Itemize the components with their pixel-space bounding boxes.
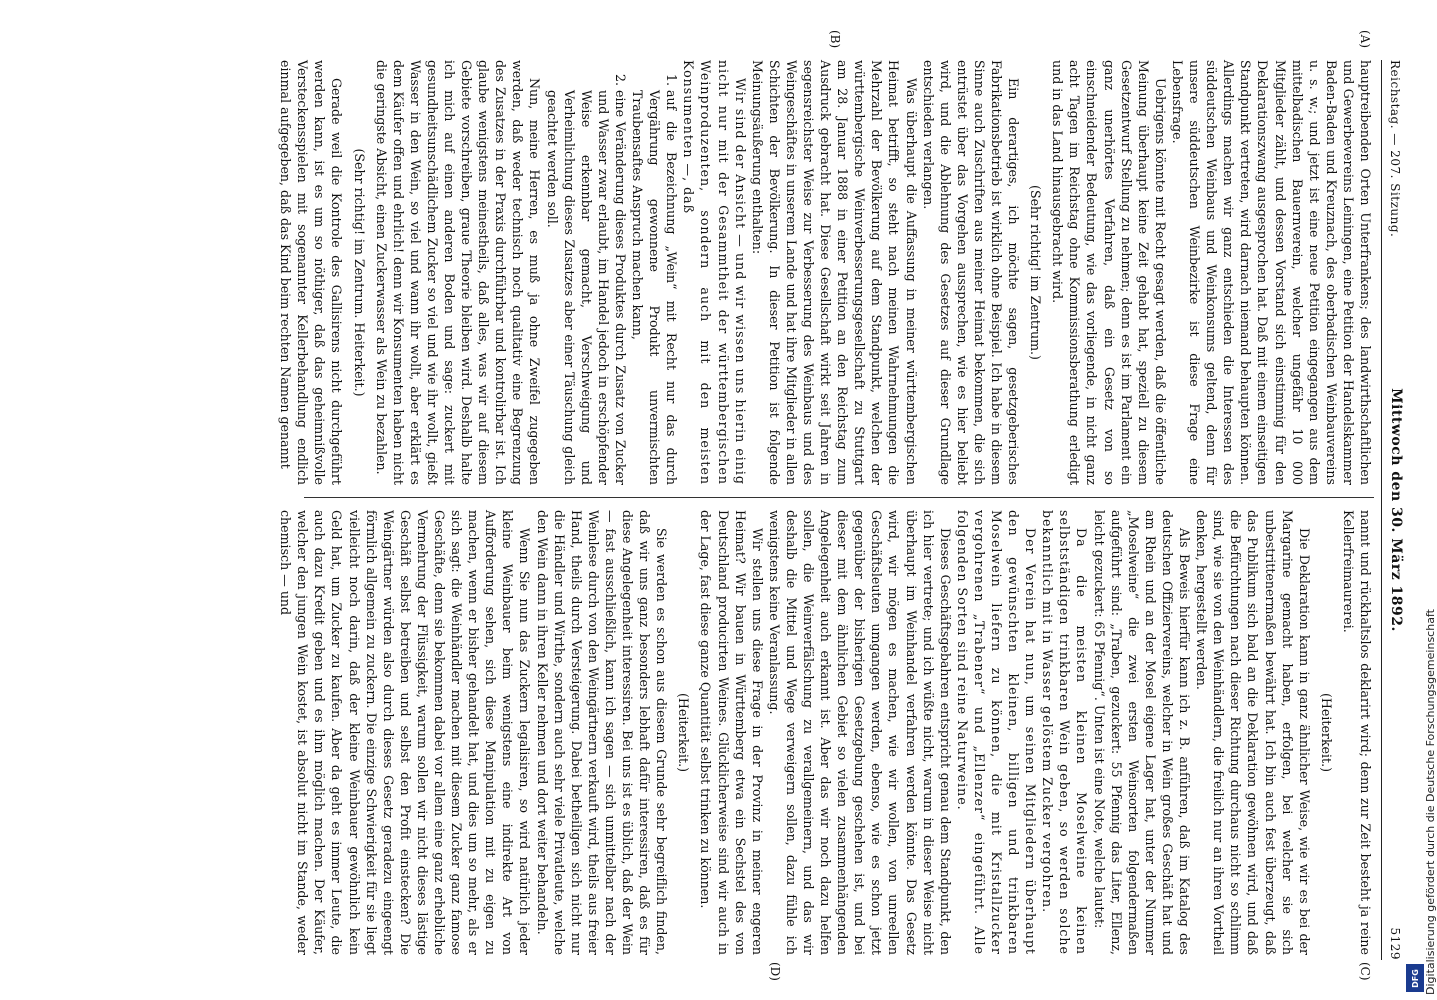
paragraph: Dieses Geschäftsgebahren entspricht genau dem Standpunkt, den ich hier vertrete; und ich wüßte nicht, warum in dieser Weise nicht überhaupt im Weinhandel verfahren werden könnte. Das Gesetz wird, wir mögen es machen, wie wir wollen, von unreellen Geschäftsleuten umgangen werden, ebenso, wie es schon jetzt gegenüber der bisherigen Gesetzgebung geschehen ist, und bei dieser mit dem ähnlichen Gebiet so vielen zusammenhängenden Angelegenheit auch erkannt ist. Aber das wir noch dazu helfen sollen, die Weinverfälschung zu verallgemeinern, und das wir deshalb die Mittel und Wege verweigern sollen, dazu fühle ich wenigstens keine Veranlassung. [766, 510, 953, 955]
right-column [277, 510, 1374, 955]
paragraph: Uebrigens könnte mit Recht gesagt werden, daß die öffentliche Meinung überhaupt keine Zeit gehabt hat, speziell zu diesem Gesetzentwurf Stellung zu nehmen; denn es ist im Parlament ein ganz unerhörtes Verfahren, daß ein Gesetz von so einschneidender Bedeutung, wie das vorliegende, in nicht ganz acht Tagen im Reichstag ohne Kommissionsberathung erledigt und in das Land hinausgebracht wird. [1050, 60, 1168, 485]
page-header [1380, 60, 1404, 960]
margin-mark-b: (B) [828, 30, 842, 49]
left-column [277, 60, 1374, 485]
interjection: (Sehr richtig! im Zentrum.) [1028, 185, 1044, 360]
paragraph: Gerade weil die Kontrole des Gallisirens nicht durchgeführt werden kann, ist es um so nöthiger, daß das geheimnißvolle Versteckensspielen mit sogenannter Kellerbehandlung endlich einmal aufgegeben, daß das Kind beim rechten Namen genannt [278, 60, 345, 485]
margin-mark-a: (A) [1358, 30, 1372, 49]
paragraph: Sie werden es schon aus diesem Grunde sehr begreiflich finden, daß wir uns ganz besonders lebhaft dafür interessiren, daß es für diese Angelegenheit interessiren. Bei uns ist es üblich, daß der Wein — fast ausschließlich, kann ich sagen — sich unmittelbar nach der Weinlese durch von den Weingärtnern verkauft wird, theils aus freier Hand, theils durch Versteigerung. Dabei betheiligen sich nicht nur die Händler und Wirthe, sondern auch sehr viele Privatleute, welche den Wein dann in ihren Keller nehmen und dort weiter behandeln. [534, 510, 670, 955]
quote-paragraph: Wir sind der Ansicht — und wir wissen uns hierin einig nicht nur mit der Gesammtheit der württembergischen Weinproduzenten, sondern auch mit den meisten Konsumenten —, daß [681, 60, 748, 485]
digitization-note-text: Digitalisierung gefördert durch die Deutsche Forschungsgemeinschaft [1424, 609, 1437, 995]
paragraph: Was überhaupt die Auffassung in meiner württembergischen Heimat betrifft, so steht nach meinen Wahrnehmungen die Mehrzahl der Bevölkerung auf dem Standpunkt, welchen der württembergische Weinverbesserungsgesellschaft zu Stuttgart am 28. Januar 1888 in einer Petition an den Reichstag zum Ausdruck gebracht hat. Diese Gesellschaft wirkt seit Jahren in segensreichster Weise zur Verbesserung des Weinbaus und des Weingeschäftes in unserem Lande und hat ihre Mitglieder in allen Schichten der Bevölkerung. In dieser Petition ist folgende Meinungsäußerung enthalten: [749, 60, 919, 485]
header-date: Mittwoch den 30. März 1892. [1388, 388, 1404, 632]
paragraph: Ein derartiges, ich möchte sagen, gesetzgeberisches Fabrikationsbetrieb ist wirklich ohne Beispiel. Ich habe in diesem Sinne auch Zuschriften aus meiner Heimat bekommen, die sich entrüstet über das Vorgehen aussprechen, wie es hier beliebt wird, und die Ablehnung des Gesetzes auf dieser Grundlage entschieden verlangen. [920, 60, 1022, 485]
interjection: (Heiterkeit.) [1318, 693, 1334, 772]
header-page-number: 5129 [1388, 927, 1402, 960]
list-item: 1. auf die Bezeichnung „Wein“ mit Recht nur das durch Vergährung gewonnene Produkt unvermischten Traubensaftes Anspruch machen kann, [629, 90, 680, 485]
dfg-logo-text: DFG [1410, 968, 1420, 988]
paragraph: hauptreibenden Orten Unterfrankens; des landwirthschaftlichen und Gewerbevereins Leiningen, eine Petition der Handelskammer Baden-Baden und Kreuznach, des oberbadischen Weinbauvereins u. s. w.; und jetzt ist eine neue Petition eingegangen aus dem mittelbadischen Bauernverein, welcher ungefähr 10 000 Mitglieder zählt, und dessen Vorstand sich einstimmig für den Deklarationszwang ausgesprochen hat. Daß mit einem einseitigen Standpunkt vertreten, wird darnach niemand behaupten können. Allerdings machen wir ganz entschieden die Interessen des süddeutschen Weinbaus und Weinkonsums geltend, denn für unsere süddeutschen Weinbezirke ist diese Frage eine Lebensfrage. [1169, 60, 1373, 485]
column-divider [304, 497, 1374, 498]
paragraph: nannt und rückhaltslos deklarirt wird; denn zur Zeit besteht ja reine Kellerfreimaurerei. [1340, 510, 1373, 955]
quote-paragraph: Der Verein hat nun, um seinen Mitgliedern überhaupt den gewünschten kleinen, billigen und trinkbaren Moselwein liefern zu können, die mit Kristallzucker vergohrenen „Trabener“ und „Ellenzer“ eingeführt. Alle folgenden Sorten sind reine Naturweine. [954, 510, 1039, 955]
interjection: (Sehr richtig! im Zentrum. Heiterkeit.) [351, 148, 367, 397]
list-item: 2. eine Veränderung dieses Produktes durch Zusatz von Zucker und Wasser zwar erlaubt, im Handel jedoch in erschöpfender Weise erkennbar gemacht, Verschweigung und Verheimlichung dieses Zusatzes aber einer Täuschung gleich geachtet werden soll. [544, 90, 629, 485]
margin-mark-d: (D) [768, 962, 782, 981]
header-rule [1381, 60, 1382, 960]
header-session: Reichstag. — 207. Sitzung. [1388, 60, 1402, 238]
paragraph: Nun, meine Herren, es muß ja ohne Zweifel zugegeben werden, daß weder technisch noch qualitativ eine Begrenzung des Zusatzes in der Praxis durchführbar und kontrolirbar ist. Ich glaube wenigstens meinestheils, daß alles, was wir auf diesem Gebiete vorschreiben, graue Theorie bleiben wird. Deshalb halte ich mich auf einen anderen Boden und sage: zuckert mit gesundheitsunschädlichem Zucker so viel und wie ihr wollt, gießt Wasser in den Wein, so viel und wann ihr wollt, aber erklärt es dem Käufer offen und ehrlich! denn wir Konsumenten haben nicht die geringste Absicht, einen Zuckerwasser als Wein zu bezahlen. [373, 60, 543, 485]
quote-paragraph: Da die meisten kleinen Moselweine keinen selbstständigen trinkbaren Wein geben, so werden solche bekanntlich mit in Wasser gelöstem Zucker vergohren. [1040, 510, 1090, 955]
paragraph: Als Beweis hierfür kann ich z. B. anführen, daß im Katalog des deutschen Offiziervereins, welcher in Wein großes Geschäft hat und am Rhein und an der Mosel eigene Lager hat, unter der Nummer „Moselweine“ die zwei ersten Weinsorten folgendermaßen aufgeführt sind: „Traben, gezuckert: 55 Pfennig das Liter, Ellenz, leicht gezuckert: 65 Pfennig“. Unten ist eine Note, welche lautet: [1091, 510, 1193, 955]
paragraph: Wir stellen uns diese Frage in der Provinz in meiner engeren Heimat? Wir bauen in Württemberg etwa ein Sechstel des von Deutschland producirten Weines. Glücklicherweise sind wir auch in der Lage, fast diese ganze Quantität selbst trinken zu können. [698, 510, 765, 955]
interjection: (Heiterkeit.) [676, 693, 692, 772]
paragraph: Wenn Sie nun das Zuckern legalisiren, so wird natürlich jeder kleine Weinbauer beim wenigstens eine indirekte Art von Aufforderung sehen, sich diese Manipulation mit zu eigen zu machen, wenn er bisher gehandelt hat, und dies um so mehr, als er sich sagt: die Weinhändler machen mit diesem Zucker ganz famose Geschäfte, denn sie bekommen dabei vor allem eine ganz erhebliche Vermehrung der Flüssigkeit, warum sollen wir nicht dieses lästige Geschäft selbst betreiben und selbst den Profit einstecken? Die Weingärtner würden also durch dieses Gesetz geradezu eingeengt förmlich allgemein zu zuckern. Die einzige Schwierigkeit für sie liegt vielleicht noch darin, daß der kleine Weinbauer gewöhnlich kein Geld hat, um Zucker zu kaufen. Aber da geht es immer Leute, die auch dazu Kredit geben und es ihm möglich machen. Der Käufer, welcher den jungen Wein kostet, ist absolut nicht im Stande, weder chemisch — und [278, 510, 533, 955]
dfg-logo [1406, 964, 1424, 992]
digitization-note [1404, 0, 1437, 1000]
paragraph: Die Deklaration kann in ganz ähnlicher Weise, wie wir es bei der Margarine gemacht haben, erfolgen, bei welcher sie sich unbestrittenermaßen bewährt hat. Ich bin auch fest überzeugt, daß das Publikum sich bald an die Deklaration gewöhnen wird, und daß die Befürchtungen nach dieser Richtung durchaus nicht so schlimm sind, wie sie von den Weinhändlern, die freilich nur an ihren Vortheil denken, hergestellt werden. [1194, 510, 1312, 955]
margin-mark-c: (C) [1358, 962, 1372, 981]
